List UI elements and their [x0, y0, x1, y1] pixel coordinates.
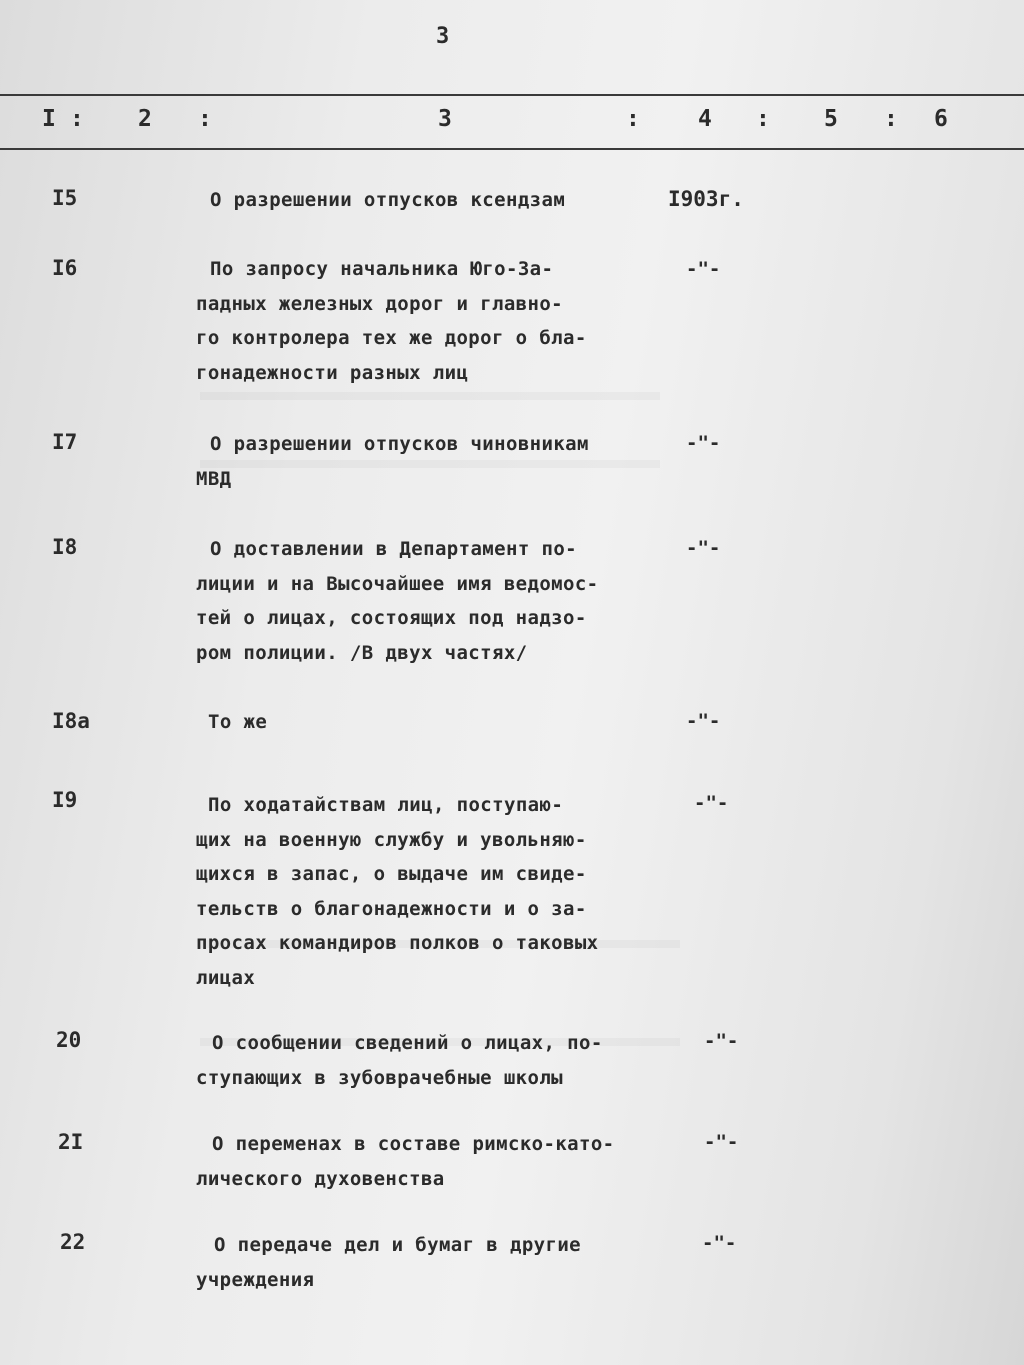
case-title: [196, 1026, 696, 1095]
case-title: [208, 705, 708, 740]
column-separator: :: [70, 106, 84, 132]
case-title-line: щих на военную службу и увольняю-: [196, 828, 587, 851]
column-number-2: 2: [138, 106, 152, 132]
column-number-6: 6: [934, 106, 948, 132]
case-title-line: О сообщении сведений о лицах, по-: [212, 1032, 603, 1054]
case-title: [196, 532, 696, 670]
column-number-5: 5: [824, 106, 838, 132]
case-title-line: О разрешении отпусков ксендзам: [210, 189, 566, 211]
header-bottom-rule: [0, 148, 1024, 150]
case-title-line: тей о лицах, состоящих под надзо-: [196, 607, 587, 629]
case-title-line: учреждения: [196, 1268, 315, 1291]
case-number: I5: [52, 186, 78, 210]
case-title-line: лицах: [196, 966, 256, 989]
case-title-line: лиции и на Высочайшее имя ведомос-: [196, 572, 599, 595]
case-title-line: О переменах в составе римско-като-: [212, 1133, 615, 1155]
case-number: 22: [60, 1230, 86, 1254]
case-title: [196, 252, 696, 390]
case-title-line: По запросу начальника Юго-За-: [210, 258, 554, 280]
case-title: [210, 183, 710, 218]
case-title-line: То же: [208, 711, 268, 733]
column-number-4: 4: [698, 106, 712, 132]
case-date: -"-: [686, 537, 721, 559]
case-date: -"-: [686, 710, 721, 732]
case-number: 2I: [58, 1130, 84, 1154]
column-number-1: I: [42, 106, 56, 132]
case-title-line: падных железных дорог и главно-: [196, 292, 564, 315]
case-title-line: лического духовенства: [196, 1167, 445, 1190]
header-top-rule: [0, 94, 1024, 96]
case-title: [196, 1228, 696, 1297]
case-date: -"-: [694, 792, 729, 814]
case-date: -"-: [704, 1030, 739, 1052]
case-title: [196, 1127, 696, 1196]
case-title-line: го контролера тех же дорог о бла-: [196, 327, 587, 349]
case-title: [196, 427, 696, 496]
case-number: I6: [52, 256, 78, 280]
case-date: -"-: [704, 1131, 739, 1153]
case-title-line: МВД: [196, 467, 232, 490]
column-separator: :: [756, 106, 770, 132]
case-title-line: просах командиров полков о таковых: [196, 932, 599, 954]
case-number: I8а: [52, 709, 90, 733]
case-title-line: ступающих в зубоврачебные школы: [196, 1066, 564, 1089]
case-title-line: О передаче дел и бумаг в другие: [214, 1234, 582, 1256]
case-title-line: О разрешении отпусков чиновникам: [210, 433, 589, 455]
case-date: -"-: [686, 432, 721, 454]
case-title-line: гонадежности разных лиц: [196, 361, 469, 384]
column-separator: :: [884, 106, 898, 132]
case-title-line: тельств о благонадежности и о за-: [196, 897, 587, 920]
case-number: 20: [56, 1028, 82, 1052]
case-date: -"-: [686, 258, 721, 280]
case-date: -"-: [702, 1232, 737, 1254]
case-title: [196, 788, 696, 995]
case-title-line: О доставлении в Департамент по-: [210, 538, 578, 560]
column-separator: :: [198, 106, 212, 132]
case-title-line: По ходатайствам лиц, поступаю-: [208, 794, 564, 816]
column-number-3: 3: [438, 106, 452, 132]
page-number: 3: [436, 24, 450, 49]
case-number: I9: [52, 788, 78, 812]
case-title-line: ром полиции. /В двух частях/: [196, 641, 528, 664]
column-separator: :: [626, 106, 640, 132]
case-number: I7: [52, 430, 78, 454]
case-date: I903г.: [668, 187, 744, 211]
case-title-line: щихся в запас, о выдаче им свиде-: [196, 863, 587, 885]
case-number: I8: [52, 535, 78, 559]
